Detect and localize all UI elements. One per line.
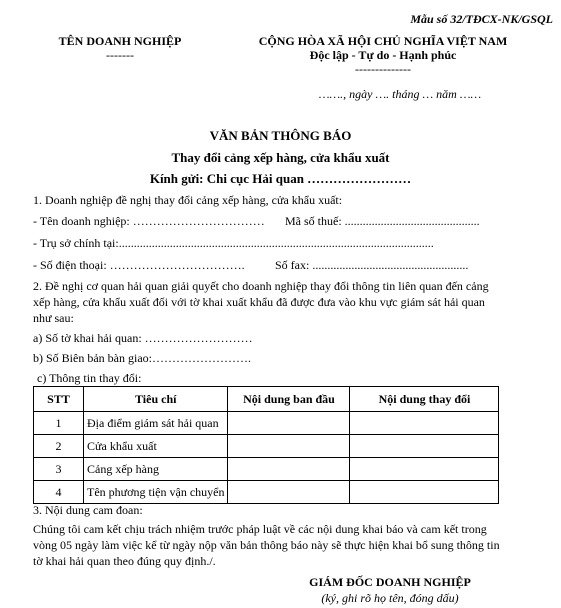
head-office-field: - Trụ sở chính tại:.........................................................................................................	[33, 236, 434, 250]
company-underline: -------	[106, 48, 134, 62]
motto-underline: --------------	[355, 62, 411, 76]
row-stt: 2	[34, 435, 84, 458]
row-stt: 3	[34, 458, 84, 481]
change-info-table	[33, 386, 499, 504]
document-title: VĂN BẢN THÔNG BÁO	[209, 128, 352, 143]
table-header-row	[34, 387, 499, 412]
customs-declaration-number: a) Số tờ khai hải quan: ………………………	[33, 331, 253, 345]
company-name-field: - Tên doanh nghiệp: ……………………………	[33, 214, 265, 228]
fax-field: Số fax: ....................................................	[275, 258, 469, 272]
signature-note: (ký, ghi rõ họ tên, đóng dấu)	[321, 591, 459, 605]
header-changed-content: Nội dung thay đổi	[350, 387, 499, 412]
table-row	[34, 481, 499, 504]
header-criteria: Tiêu chí	[84, 387, 228, 412]
row-criteria: Địa điểm giám sát hải quan	[84, 412, 228, 435]
country-name: CỘNG HÒA XÃ HỘI CHỦ NGHĨA VIỆT NAM	[258, 34, 508, 48]
section2-line3: như sau:	[33, 311, 74, 325]
row-criteria: Cửa khẩu xuất	[84, 435, 228, 458]
row-changed[interactable]	[350, 435, 499, 458]
section2-line1: 2. Đề nghị cơ quan hải quan giải quyết cho doanh nghiệp thay đổi thông tin liên quan đến cảng	[33, 279, 489, 293]
header-stt: STT	[34, 387, 84, 412]
row-criteria: Tên phương tiện vận chuyển	[84, 481, 228, 504]
signature-title: GIÁM ĐỐC DOANH NGHIỆP	[309, 575, 471, 589]
header-original-content: Nội dung ban đầu	[228, 387, 350, 412]
commitment-line2: vòng 05 ngày làm việc kể từ ngày nộp văn bản thông báo này sẽ thực hiện khai bổ sung thông tin	[33, 538, 500, 552]
row-stt: 4	[34, 481, 84, 504]
commitment-line3: tờ khai hải quan theo đúng quy định./.	[33, 554, 216, 568]
change-info-label: c) Thông tin thay đổi:	[37, 371, 142, 385]
row-stt: 1	[34, 412, 84, 435]
handover-record-number: b) Số Biên bản bàn giao:…………………….	[33, 351, 251, 365]
section2-line2: xếp hàng, cửa khẩu xuất đối với tờ khai xuất khẩu đã được đưa vào khu vực giám sát hải quan	[33, 295, 485, 309]
section1-heading: 1. Doanh nghiệp đề nghị thay đổi cảng xếp hàng, cửa khẩu xuất:	[33, 193, 343, 207]
recipient-line: Kính gửi: Chi cục Hải quan ……………………	[149, 171, 412, 186]
document-subject: Thay đổi cảng xếp hàng, cửa khẩu xuất	[171, 150, 390, 165]
row-changed[interactable]	[350, 458, 499, 481]
table-row	[34, 435, 499, 458]
table-row	[34, 458, 499, 481]
row-changed[interactable]	[350, 481, 499, 504]
row-changed[interactable]	[350, 412, 499, 435]
row-criteria: Cảng xếp hàng	[84, 458, 228, 481]
phone-field: - Số điện thoại: …………………………….	[33, 258, 245, 272]
tax-code-field: Mã số thuế: .............................................	[285, 214, 480, 228]
row-original[interactable]	[228, 435, 350, 458]
company-name-header: TÊN DOANH NGHIỆP	[58, 34, 182, 48]
row-original[interactable]	[228, 481, 350, 504]
national-motto: Độc lập - Tự do - Hạnh phúc	[309, 48, 457, 62]
commitment-line1: Chúng tôi cam kết chịu trách nhiệm trước pháp luật về các nội dung khai báo và cam kết trong	[33, 522, 487, 536]
row-original[interactable]	[228, 412, 350, 435]
table-row	[34, 412, 499, 435]
date-line: ……., ngày …. tháng … năm ……	[318, 87, 482, 101]
section3-heading: 3. Nội dung cam đoan:	[33, 503, 143, 517]
row-original[interactable]	[228, 458, 350, 481]
form-code: Mẫu số 32/TĐCX-NK/GSQL	[410, 12, 553, 26]
